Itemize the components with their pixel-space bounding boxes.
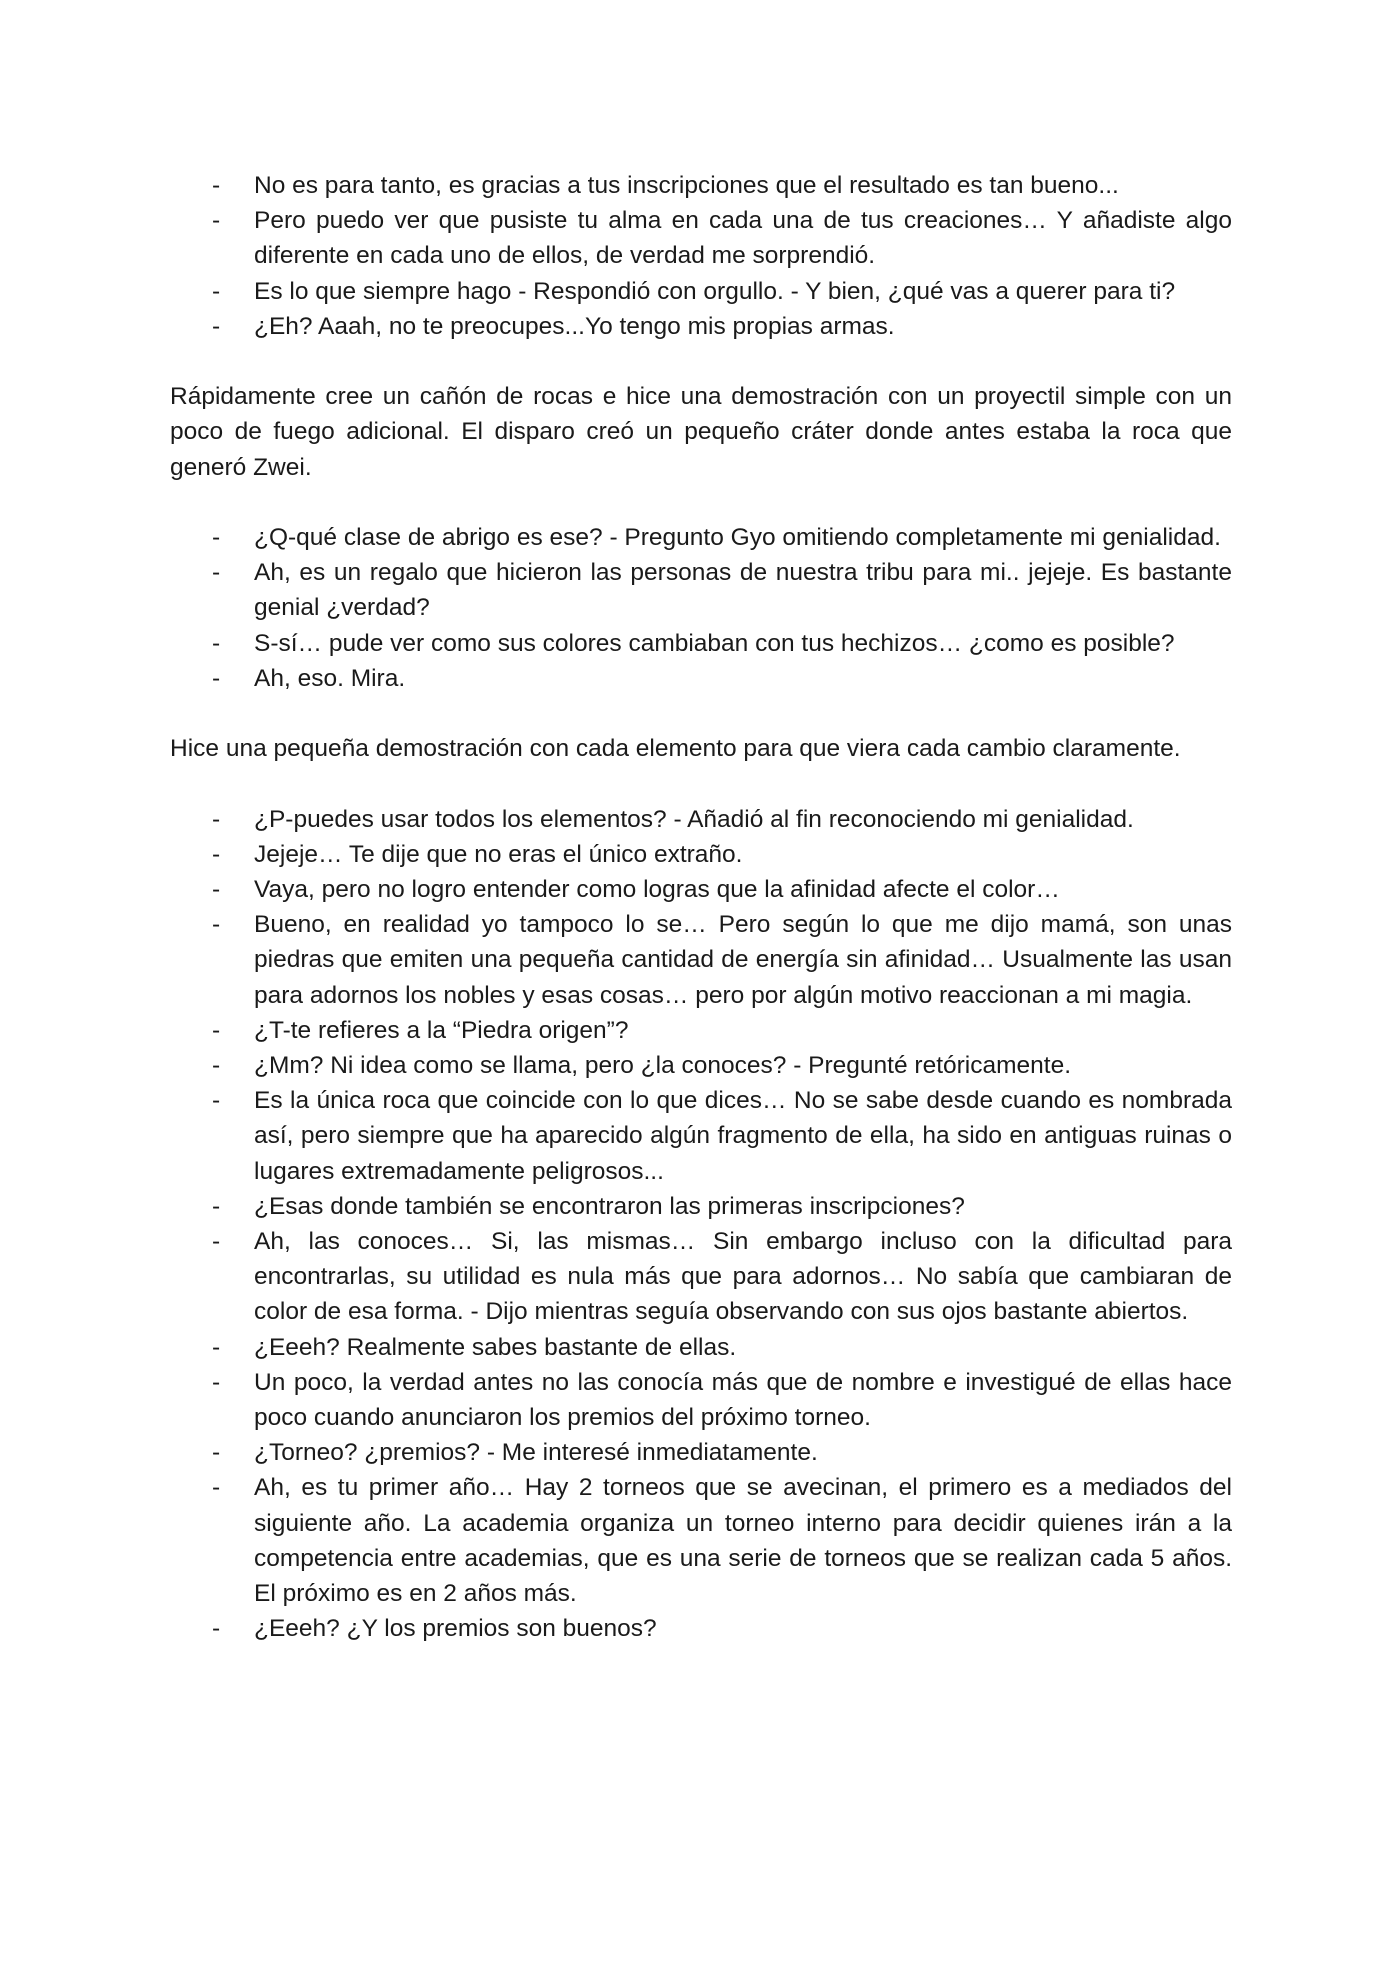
document-page — [170, 168, 1232, 1646]
dialogue-line: - ¿Mm? Ni idea como se llama, pero ¿la conoces? - Pregunté retóricamente. — [170, 1048, 1232, 1083]
dialogue-line: - ¿Eh? Aaah, no te preocupes...Yo tengo mis propias armas. — [170, 309, 1232, 344]
narration-paragraph: Rápidamente cree un cañón de rocas e hice una demostración con un proyectil simple con un poco de fuego adicional. El disparo creó un pequeño cráter donde antes estaba la roca que generó Zwei. — [170, 383, 1232, 481]
dialogue-line: - ¿T-te refieres a la “Piedra origen”? — [170, 1013, 1232, 1048]
dialogue-block-2 — [170, 520, 1232, 696]
dialogue-line: - Vaya, pero no logro entender como logras que la afinidad afecte el color… — [170, 872, 1232, 907]
dialogue-line: - ¿Q-qué clase de abrigo es ese? - Pregunto Gyo omitiendo completamente mi genialidad. — [170, 520, 1232, 555]
dialogue-line: - Jejeje… Te dije que no eras el único extraño. — [170, 837, 1232, 872]
paragraph-spacer — [170, 485, 1232, 520]
dialogue-line: - Pero puedo ver que pusiste tu alma en cada una de tus creaciones… Y añadiste algo diferente en cada uno de ellos, de verdad me sorprendió. — [170, 203, 1232, 273]
dialogue-line: - No es para tanto, es gracias a tus inscripciones que el resultado es tan bueno... — [170, 168, 1232, 203]
dialogue-line: - ¿Eeeh? ¿Y los premios son buenos? — [170, 1611, 1232, 1646]
paragraph-spacer — [170, 344, 1232, 379]
dialogue-line: - Ah, las conoces… Si, las mismas… Sin embargo incluso con la dificultad para encontrarlas, su utilidad es nula más que para adornos… No sabía que cambiaran de color de esa forma. - Dijo mientras seguía observando con sus ojos bastante abiertos. — [170, 1224, 1232, 1330]
dialogue-line: - Es lo que siempre hago - Respondió con orgullo. - Y bien, ¿qué vas a querer para ti? — [170, 274, 1232, 309]
dialogue-line: - Bueno, en realidad yo tampoco lo se… Pero según lo que me dijo mamá, son unas piedras que emiten una pequeña cantidad de energía sin afinidad… Usualmente las usan para adornos los nobles y esas cosas… pero por algún motivo reaccionan a mi magia. — [170, 907, 1232, 1013]
dialogue-line: - S-sí… pude ver como sus colores cambiaban con tus hechizos… ¿como es posible? — [170, 626, 1232, 661]
dialogue-block-1 — [170, 168, 1232, 344]
dialogue-line: - ¿Esas donde también se encontraron las primeras inscripciones? — [170, 1189, 1232, 1224]
dialogue-line: - Ah, es tu primer año… Hay 2 torneos que se avecinan, el primero es a mediados del siguiente año. La academia organiza un torneo interno para decidir quienes irán a la competencia entre academias, que es una serie de torneos que se realizan cada 5 años. El próximo es en 2 años más. — [170, 1470, 1232, 1611]
paragraph-spacer — [170, 766, 1232, 801]
dialogue-block-3 — [170, 802, 1232, 1647]
paragraph-spacer — [170, 696, 1232, 731]
dialogue-line: - Es la única roca que coincide con lo que dices… No se sabe desde cuando es nombrada así, pero siempre que ha aparecido algún fragmento de ella, ha sido en antiguas ruinas o lugares extremadamente peligrosos... — [170, 1083, 1232, 1189]
narration-paragraph: Hice una pequeña demostración con cada elemento para que viera cada cambio claramente. — [170, 735, 1181, 763]
dialogue-line: - ¿P-puedes usar todos los elementos? - Añadió al fin reconociendo mi genialidad. — [170, 802, 1232, 837]
dialogue-line: - Ah, es un regalo que hicieron las personas de nuestra tribu para mi.. jejeje. Es bastante genial ¿verdad? — [170, 555, 1232, 625]
dialogue-line: - ¿Eeeh? Realmente sabes bastante de ellas. — [170, 1330, 1232, 1365]
dialogue-line: - ¿Torneo? ¿premios? - Me interesé inmediatamente. — [170, 1435, 1232, 1470]
dialogue-line: - Un poco, la verdad antes no las conocía más que de nombre e investigué de ellas hace poco cuando anunciaron los premios del próximo torneo. — [170, 1365, 1232, 1435]
dialogue-line: - Ah, eso. Mira. — [170, 661, 1232, 696]
